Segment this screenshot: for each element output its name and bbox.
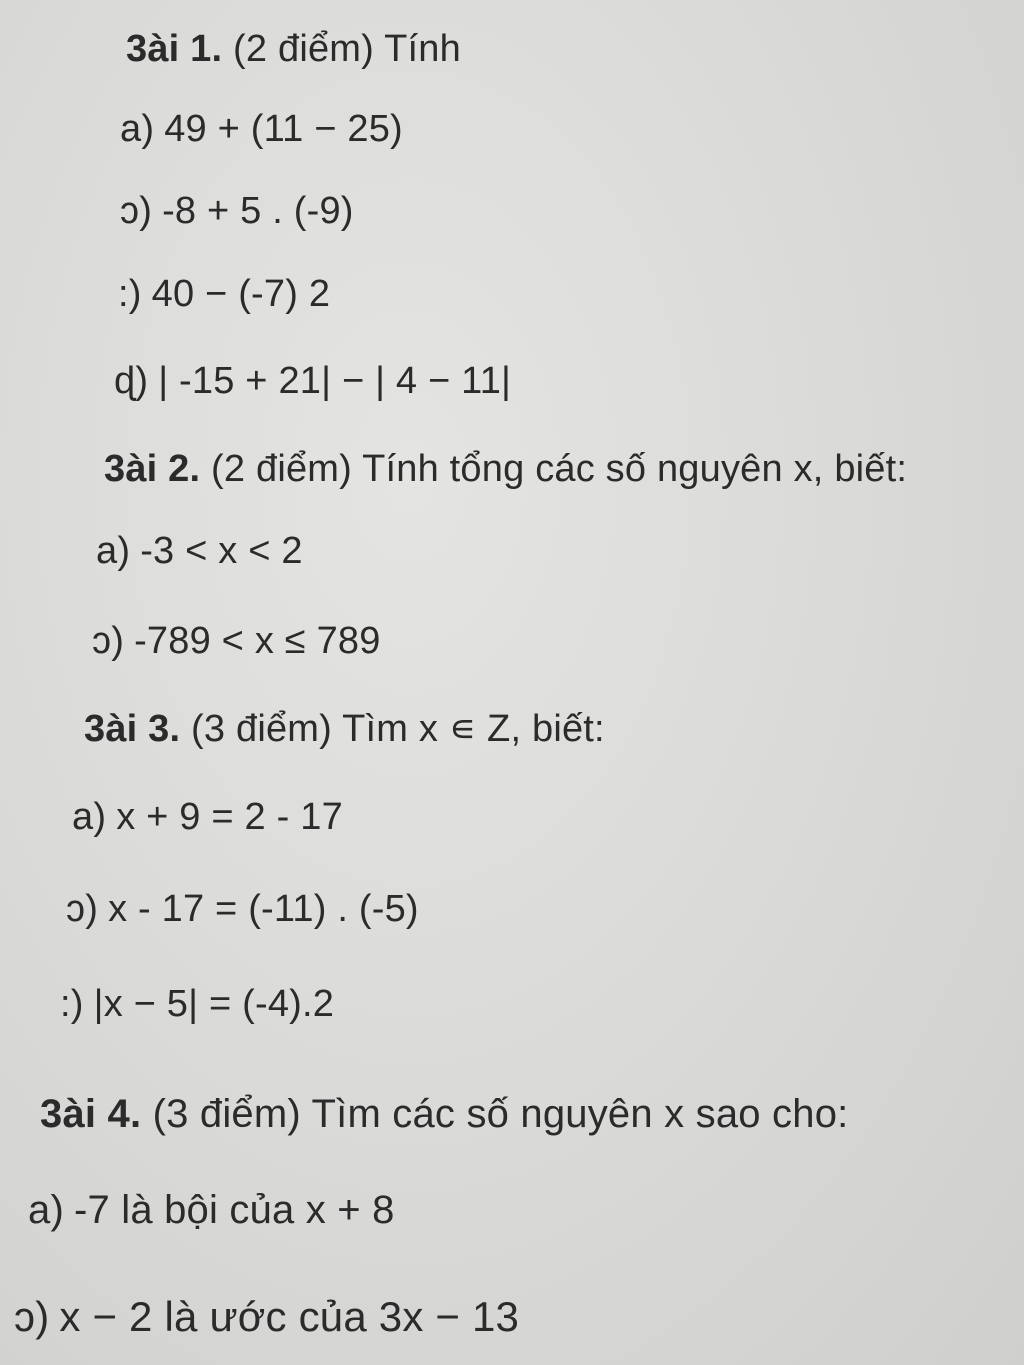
- item-label: a): [120, 108, 155, 150]
- item-expression: -3 < x < 2: [140, 530, 303, 572]
- section-3-title: (3 điểm) Tìm x ∊ Z, biết:: [191, 708, 605, 750]
- item-expression: | -15 + 21| − | 4 − 11|: [158, 360, 512, 402]
- item-label: ɔ): [92, 620, 125, 662]
- section-2-item-b: [92, 622, 381, 660]
- section-2-title: (2 điểm) Tính tổng các số nguyên x, biết:: [211, 448, 908, 490]
- item-label: a): [28, 1188, 64, 1232]
- section-3-item-c: [60, 985, 334, 1023]
- section-4-item-b: [14, 1293, 520, 1340]
- section-3-heading: [84, 710, 605, 748]
- section-4-number: 3ài 4.: [40, 1092, 142, 1136]
- item-expression: x - 17 = (-11) . (-5): [108, 888, 419, 930]
- section-1-item-d: [114, 362, 511, 400]
- item-label: a): [72, 796, 107, 838]
- section-1-heading: [126, 30, 461, 68]
- item-expression: -8 + 5 . (-9): [162, 190, 354, 232]
- section-2-number: 3ài 2.: [104, 448, 201, 490]
- section-4-heading: [40, 1094, 848, 1134]
- item-expression: 49 + (11 − 25): [164, 108, 403, 150]
- section-3-item-b: [66, 890, 419, 928]
- section-1-item-b: [120, 192, 354, 230]
- item-label: ɖ): [114, 360, 149, 402]
- section-2-heading: [104, 450, 907, 488]
- item-label: ɔ): [66, 888, 99, 930]
- item-expression: x + 9 = 2 - 17: [116, 796, 343, 838]
- item-expression: 40 − (-7) 2: [151, 273, 331, 315]
- section-3-item-a: [72, 798, 343, 836]
- section-2-item-a: [96, 532, 303, 570]
- section-4-item-a: [28, 1190, 395, 1230]
- item-label: :): [118, 273, 142, 315]
- section-1-item-a: [120, 110, 403, 148]
- item-expression: -789 < x ≤ 789: [134, 620, 381, 662]
- item-expression: -7 là bội của x + 8: [73, 1188, 395, 1232]
- item-label: ɔ): [120, 190, 153, 232]
- section-4-title: (3 điểm) Tìm các số nguyên x sao cho:: [152, 1092, 849, 1136]
- section-1-item-c: [118, 275, 330, 313]
- item-label: :): [60, 983, 84, 1025]
- item-expression: x − 2 là ước của 3x − 13: [59, 1293, 520, 1340]
- section-3-number: 3ài 3.: [84, 708, 181, 750]
- item-label: ɔ): [14, 1293, 50, 1340]
- item-label: a): [96, 530, 131, 572]
- section-1-title: (2 điểm) Tính: [233, 28, 461, 70]
- section-1-number: 3ài 1.: [126, 28, 223, 70]
- item-expression: |x − 5| = (-4).2: [93, 983, 335, 1025]
